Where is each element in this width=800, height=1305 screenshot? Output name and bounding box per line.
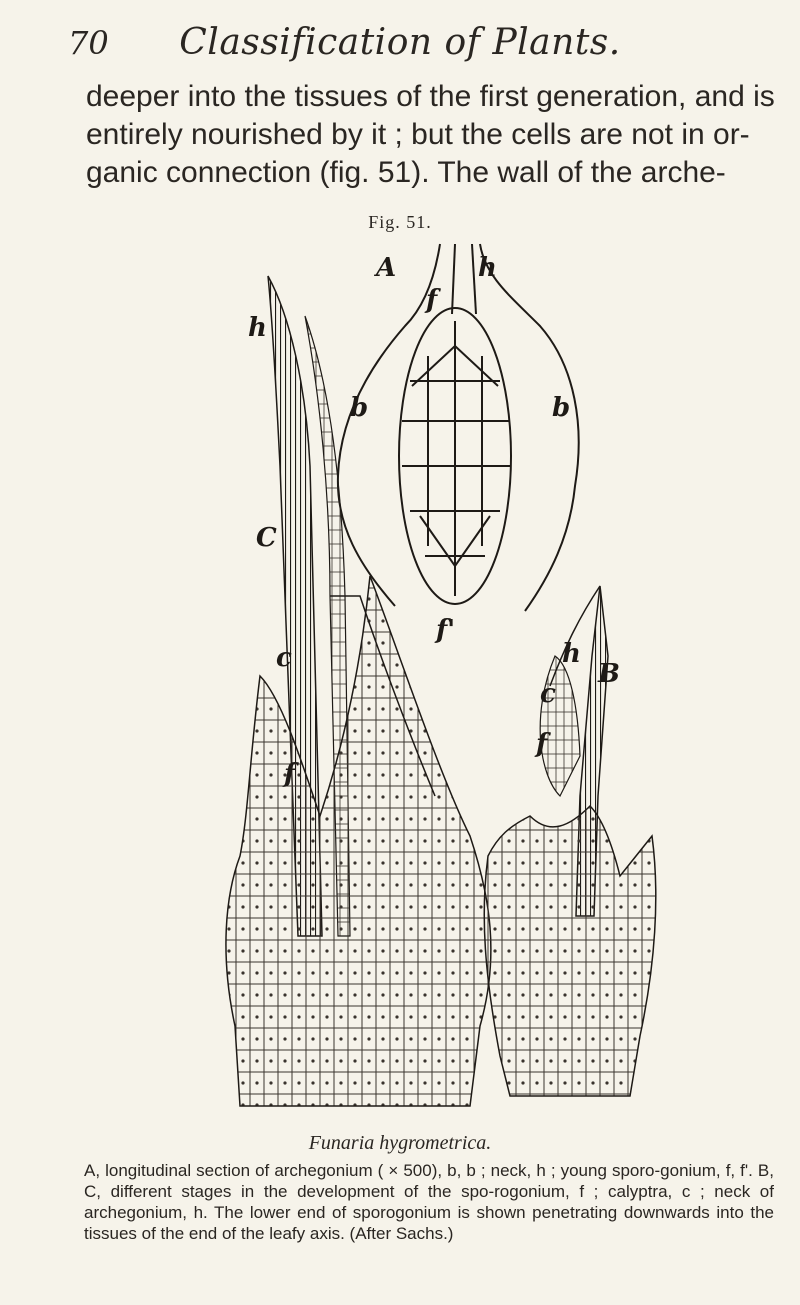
page-header	[0, 18, 800, 68]
label-b-right: b	[552, 393, 571, 423]
figure-title: Funaria hygrometrica.	[308, 1132, 492, 1154]
body-line: ganic connection (fig. 51). The wall of the arche-	[86, 156, 726, 189]
label-b-stage: B	[598, 659, 620, 689]
label-a: A	[376, 253, 397, 283]
label-c-upper: C	[256, 523, 277, 553]
figure-caption: A, longitudinal section of archegonium ( × 500), b, b ; neck, h ; young sporo-gonium, f, f'. B, C, different stages in the development of the spo-rogonium, f ; calyptra, c ; neck of archegonium, h. The lower end of sporogonium is shown penetrating downwards into the tissues of the end of the leafy axis. (After Sachs.)	[84, 1161, 774, 1243]
botanical-figure	[180, 236, 680, 1111]
label-f-prime: f'	[436, 615, 456, 645]
running-head: Classification of Plants.	[179, 22, 621, 63]
label-h-right: h	[562, 639, 581, 669]
body-line: entirely nourished by it ; but the cells are not in or-	[86, 118, 750, 151]
label-b-left: b	[350, 393, 369, 423]
label-f-right: f	[536, 729, 548, 759]
label-h-left: h	[248, 313, 267, 343]
label-c-left: c	[276, 643, 292, 673]
page-number: 70	[68, 24, 109, 62]
label-f-left: f	[284, 759, 296, 789]
label-h-top: h	[478, 253, 497, 283]
archegonium-a	[338, 244, 579, 611]
body-line: deeper into the tissues of the first generation, and is	[86, 80, 775, 113]
label-c-right: c	[540, 679, 556, 709]
label-f-top: f	[426, 285, 438, 315]
body-paragraph	[86, 78, 775, 192]
figure-illustration	[180, 236, 680, 1111]
figure-label: Fig. 51.	[368, 212, 432, 232]
